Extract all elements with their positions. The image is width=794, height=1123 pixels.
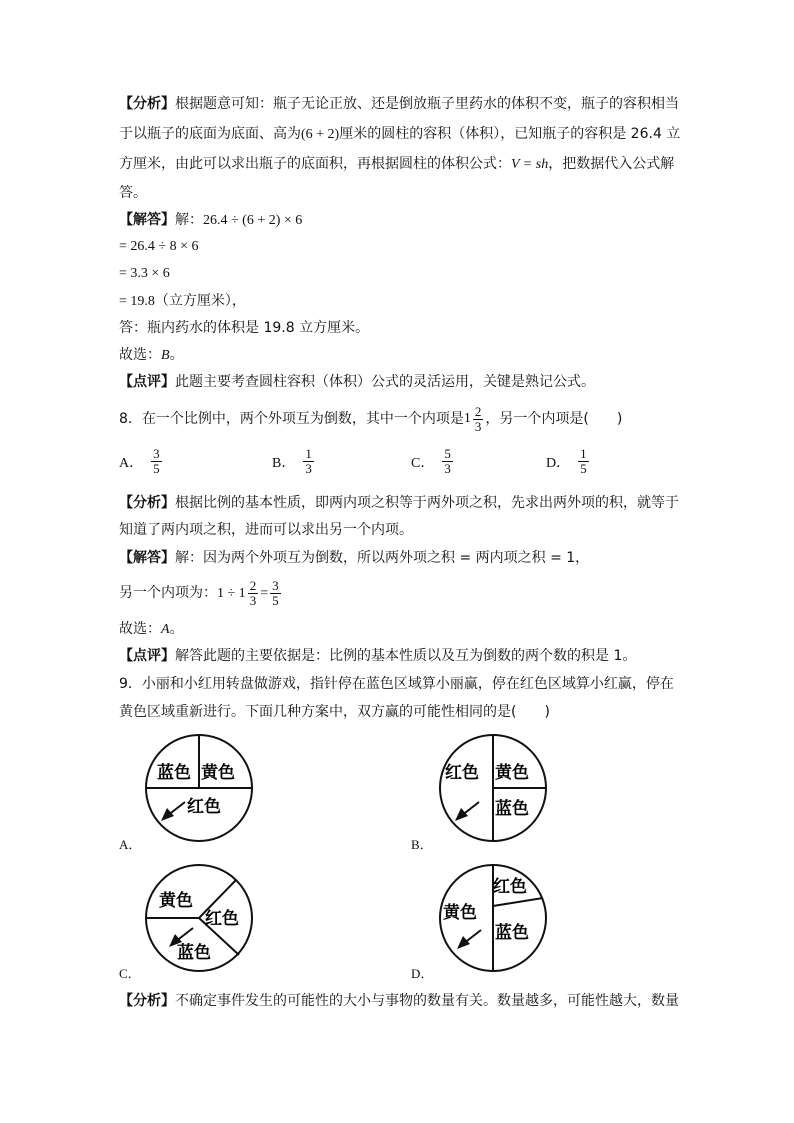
comment-tag: 【点评】 xyxy=(119,374,175,390)
spinner-a-caption: A． xyxy=(119,837,142,852)
question-9-line-1: 9．小丽和小红用转盘做游戏，指针停在蓝色区域算小丽赢，停在红色区域算小红赢，停在 xyxy=(119,676,674,692)
spinner-a[interactable] xyxy=(143,732,255,844)
spinner-c-seg3: 蓝色 xyxy=(177,943,211,963)
choice-line-1: 故选：B。 xyxy=(119,347,184,363)
spinner-c-seg1: 黄色 xyxy=(159,891,193,911)
solution-line-4: = 19.8（立方厘米）， xyxy=(119,293,246,309)
solution2-line-1: 【解答】解：因为两个外项互为倒数，所以两外项之积 = 两内项之积 = 1， xyxy=(119,550,590,566)
spinner-d-graphic xyxy=(437,862,549,974)
spinner-b-caption: B． xyxy=(411,837,433,852)
comment-line-1: 【点评】此题主要考查圆柱容积（体积）公式的灵活运用，关键是熟记公式。 xyxy=(119,374,595,390)
analysis-tag: 【分析】 xyxy=(119,96,175,112)
solution-line-3: = 3.3 × 6 xyxy=(119,266,170,281)
analysis-line-2: 于以瓶子的底面为底面、高为(6 + 2)厘米的圆柱的容积（体积），已知瓶子的容积是 26.4 立 xyxy=(119,126,681,142)
spinner-b-seg2: 黄色 xyxy=(495,763,529,783)
solution-line-2: = 26.4 ÷ 8 × 6 xyxy=(119,239,199,254)
spinner-d[interactable] xyxy=(437,862,549,974)
spinner-b-graphic xyxy=(437,732,549,844)
spinner-c[interactable] xyxy=(143,862,255,974)
spinner-a-graphic xyxy=(143,732,255,844)
analysis2-line-2: 知道了两内项之积，进而可以求出另一个内项。 xyxy=(119,522,413,538)
solution2-line-2: 另一个内项为：1 ÷ 1 $\frac{2}{3}$ = $\frac{3}{5}$ xyxy=(119,577,279,608)
option-a[interactable]: A． $\frac{3}{5}$ xyxy=(119,446,160,476)
option-b[interactable]: B． $\frac{1}{3}$ xyxy=(272,446,312,476)
solution-line-1: 【解答】解：26.4 ÷ (6 + 2) × 6 xyxy=(119,212,303,228)
spinner-c-caption: C． xyxy=(119,966,141,981)
spinner-a-seg2: 黄色 xyxy=(201,763,235,783)
option-c[interactable]: C． $\frac{5}{3}$ xyxy=(411,446,451,476)
option-d[interactable]: D． $\frac{1}{5}$ xyxy=(546,446,587,476)
analysis-line-1: 【分析】根据题意可知：瓶子无论正放、还是倒放瓶子里药水的体积不变，瓶子的容积相当 xyxy=(119,96,679,112)
spinner-c-graphic xyxy=(143,862,255,974)
spinner-a-seg1: 蓝色 xyxy=(157,763,191,783)
spinner-a-seg3: 红色 xyxy=(187,797,221,817)
spinner-b-seg1: 红色 xyxy=(445,763,479,783)
analysis2-line-1: 【分析】根据比例的基本性质，即两内项之积等于两外项之积，先求出两外项的积，就等于 xyxy=(119,495,679,511)
mixed-fraction: $\frac{2}{3}$ xyxy=(474,403,482,434)
spinner-d-caption: D． xyxy=(411,966,434,981)
spinner-d-seg1: 黄色 xyxy=(443,903,477,923)
question-8-stem: 8．在一个比例中，两个外项互为倒数，其中一个内项是1 $\frac{2}{3}$ ，另一个内项是( ) xyxy=(119,403,623,434)
spinner-c-seg2: 红色 xyxy=(205,909,239,929)
analysis3-line-1: 【分析】不确定事件发生的可能性的大小与事物的数量有关。数量越多，可能性越大，数量 xyxy=(119,993,679,1009)
analysis-line-4: 答。 xyxy=(119,185,147,201)
spinner-b-seg3: 蓝色 xyxy=(495,799,529,819)
solution-tag: 【解答】 xyxy=(119,212,175,228)
spinner-d-seg3: 蓝色 xyxy=(495,923,529,943)
analysis-line-3: 方厘米，由此可以求出瓶子的底面积，再根据圆柱的体积公式：V = sh，把数据代入公式解 xyxy=(119,156,675,172)
choice-line-2: 故选：A。 xyxy=(119,621,184,637)
spinner-b[interactable] xyxy=(437,732,549,844)
question-9-line-2: 黄色区域重新进行。下面几种方案中，双方赢的可能性相同的是( ) xyxy=(119,704,550,720)
answer-line: 答：瓶内药水的体积是 19.8 立方厘米。 xyxy=(119,320,370,336)
spinner-d-seg2: 红色 xyxy=(493,877,527,897)
comment-line-2: 【点评】解答此题的主要依据是：比例的基本性质以及互为倒数的两个数的积是 1。 xyxy=(119,648,637,664)
